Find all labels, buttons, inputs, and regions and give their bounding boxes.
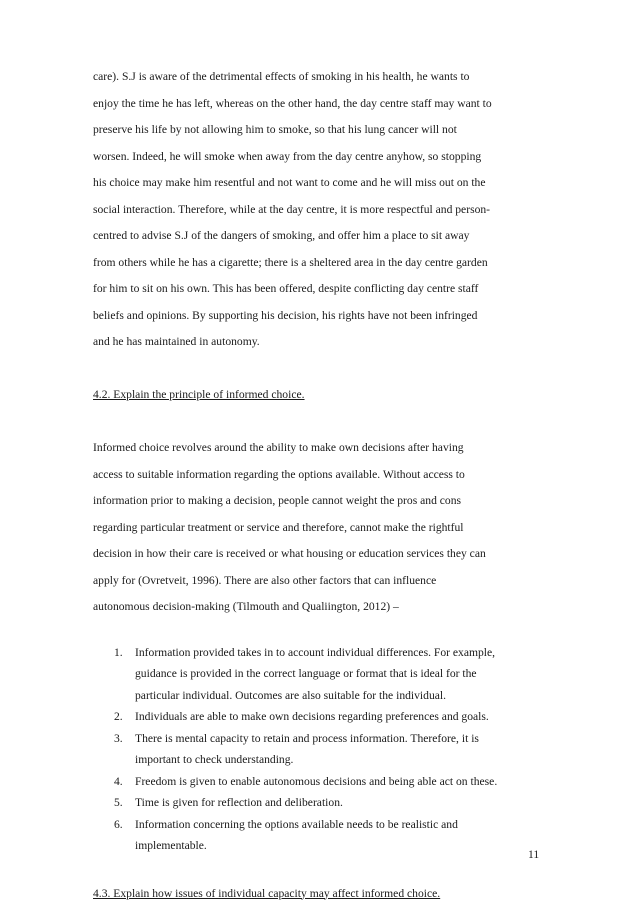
page-content	[93, 64, 553, 907]
spacer	[93, 621, 553, 642]
spacer	[93, 356, 553, 383]
text-line: autonomous decision-making (Tilmouth and Qualiington, 2012) –	[93, 594, 553, 621]
list-item-line: Information provided takes in to account individual differences. For example,	[135, 642, 553, 664]
list-item-line: Information concerning the options available needs to be realistic and	[135, 814, 553, 836]
list-item-line: implementable.	[135, 835, 553, 857]
text-line: care). S.J is aware of the detrimental effects of smoking in his health, he wants to	[93, 64, 553, 91]
list-number: 2.	[114, 706, 123, 728]
text-line: preserve his life by not allowing him to smoke, so that his lung cancer will not	[93, 117, 553, 144]
text-line: information prior to making a decision, people cannot weight the pros and cons	[93, 488, 553, 515]
section-heading-4-2: 4.2. Explain the principle of informed choice.	[93, 382, 553, 409]
text-line: decision in how their care is received or what housing or education services they can	[93, 541, 553, 568]
list-item	[93, 771, 553, 793]
page-number: 11	[528, 847, 539, 863]
text-line: his choice may make him resentful and not want to come and he will miss out on the	[93, 170, 553, 197]
text-line: regarding particular treatment or service and therefore, cannot make the rightful	[93, 515, 553, 542]
spacer	[93, 857, 553, 881]
text-line: centred to advise S.J of the dangers of smoking, and offer him a place to sit away	[93, 223, 553, 250]
list-number: 5.	[114, 792, 123, 814]
list-number: 1.	[114, 642, 123, 664]
list-item	[93, 728, 553, 771]
text-line: beliefs and opinions. By supporting his decision, his rights have not been infringed	[93, 303, 553, 330]
numbered-list	[93, 642, 553, 857]
list-item-line: guidance is provided in the correct language or format that is ideal for the	[135, 663, 553, 685]
text-line: and he has maintained in autonomy.	[93, 329, 553, 356]
list-number: 4.	[114, 771, 123, 793]
spacer	[93, 409, 553, 436]
list-number: 6.	[114, 814, 123, 836]
list-item-line: Time is given for reflection and deliberation.	[135, 792, 553, 814]
list-item-line: Individuals are able to make own decisions regarding preferences and goals.	[135, 706, 553, 728]
paragraph-informed-choice	[93, 435, 553, 621]
text-line: access to suitable information regarding the options available. Without access to	[93, 462, 553, 489]
list-item	[93, 814, 553, 857]
text-line: enjoy the time he has left, whereas on the other hand, the day centre staff may want to	[93, 91, 553, 118]
text-line: worsen. Indeed, he will smoke when away from the day centre anyhow, so stopping	[93, 144, 553, 171]
text-line: for him to sit on his own. This has been offered, despite conflicting day centre staff	[93, 276, 553, 303]
text-line: apply for (Ovretveit, 1996). There are also other factors that can influence	[93, 568, 553, 595]
list-item	[93, 792, 553, 814]
list-item	[93, 706, 553, 728]
text-line: Informed choice revolves around the ability to make own decisions after having	[93, 435, 553, 462]
list-item-line: important to check understanding.	[135, 749, 553, 771]
section-heading-4-3: 4.3. Explain how issues of individual capacity may affect informed choice.	[93, 881, 553, 907]
list-item	[93, 642, 553, 707]
list-number: 3.	[114, 728, 123, 750]
list-item-line: particular individual. Outcomes are also suitable for the individual.	[135, 685, 553, 707]
text-line: from others while he has a cigarette; there is a sheltered area in the day centre garden	[93, 250, 553, 277]
list-item-line: Freedom is given to enable autonomous decisions and being able act on these.	[135, 771, 553, 793]
list-item-line: There is mental capacity to retain and process information. Therefore, it is	[135, 728, 553, 750]
text-line: social interaction. Therefore, while at the day centre, it is more respectful and person-	[93, 197, 553, 224]
paragraph-autonomy	[93, 64, 553, 356]
